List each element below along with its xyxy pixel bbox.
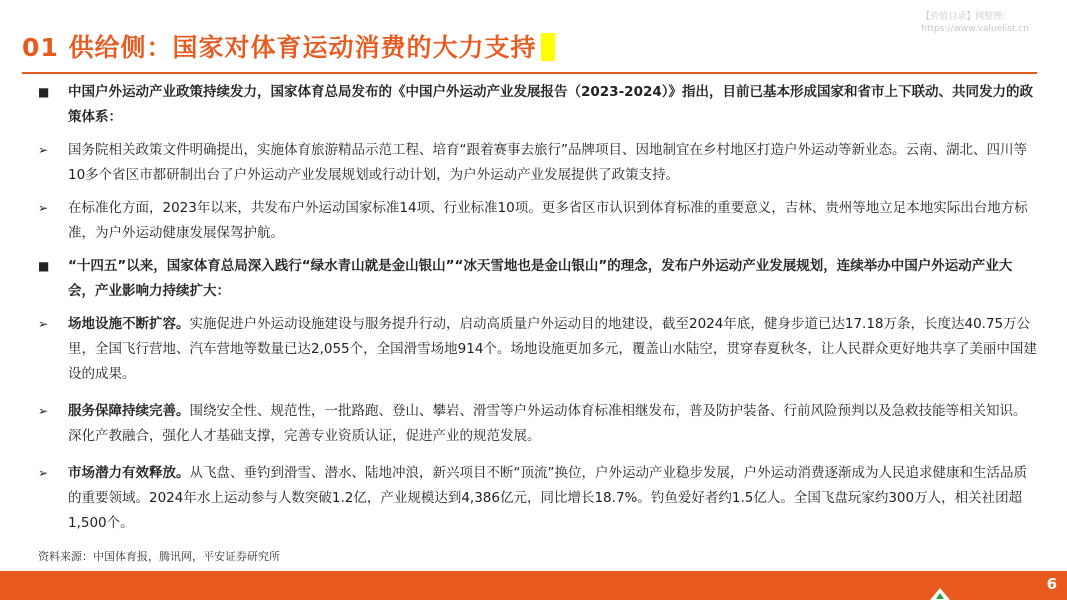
bullet-text: 在标准化方面，2023年以来，共发布户外运动国家标准14项、行业标准10项。更多省区市认识到体育标准的重要意义，吉林、贵州等地立足本地实际出台地方标准，为户外运动健康发展保驾护航。 (68, 200, 1028, 241)
arrow-bullet-icon: ➢ (38, 143, 49, 157)
bullet-text: 从飞盘、垂钓到滑雪、潜水、陆地冲浪，新兴项目不断“顶流”换位，户外运动产业稳步发展，户外运动消费逐渐成为人民追求健康和生活品质的重要领域。2024年水上运动参与人数突破1.2亿，产业规模达到4,386亿元，同比增长18.7%。钓鱼爱好者约1.5亿人。全国飞盘玩家约300万人，相关社团超1,500个。 (68, 465, 1027, 531)
watermark-line-2: https://www.valuelist.cn (921, 24, 1029, 34)
title-highlight-mark (541, 33, 555, 61)
bullet-text: 围绕安全性、规范性，一批路跑、登山、攀岩、滑雪等户外运动体育标准相继发布，普及防护装备、行前风险预判以及急救技能等相关知识。深化产教融合，强化人才基础支撑，完善专业资质认证，促进产业的规范发展。 (68, 403, 1027, 444)
footer-bar (0, 571, 1067, 600)
bullet-standardization (38, 196, 1038, 246)
bullet-market-potential (38, 461, 1038, 536)
bullet-text: 国务院相关政策文件明确提出，实施体育旅游精品示范工程、培育“跟着赛事去旅行”品牌项目、因地制宜在乡村地区打造户外运动等新业态。云南、湖北、四川等10多个省区市都研制出台了户外运动产业发展规划或行动计划，为户外运动产业发展提供了政策支持。 (68, 142, 1027, 183)
bullet-lead: 场地设施不断扩容。 (68, 316, 190, 332)
slide-title (22, 28, 555, 64)
bullet-lead: 服务保障持续完善。 (68, 403, 190, 419)
arrow-bullet-icon: ➢ (38, 404, 49, 418)
slide-title-text: 01 供给侧：国家对体育运动消费的大力支持 (22, 33, 537, 62)
bullet-venue-facilities (38, 312, 1038, 387)
square-bullet-icon: ■ (38, 85, 50, 99)
arrow-bullet-icon: ➢ (38, 201, 49, 215)
bullet-text: “十四五”以来，国家体育总局深入践行“绿水青山就是金山银山”“冰天雪地也是金山银山”的理念，发布户外运动产业发展规划，连续举办中国户外运动产业大会，产业影响力持续扩大： (68, 258, 1013, 299)
bullet-service-guarantee (38, 399, 1038, 449)
arrow-bullet-icon: ➢ (38, 317, 49, 331)
watermark (921, 11, 1029, 35)
title-divider (22, 72, 1037, 74)
bullet-text: 实施促进户外运动设施建设与服务提升行动，启动高质量户外运动目的地建设，截至2024年底，健身步道已达17.18万条，长度达40.75万公里，全国飞行营地、汽车营地等数量已达2,055个，全国滑雪场地914个。场地设施更加多元，覆盖山水陆空，贯穿春夏秋冬，让人民群众更好地共享了美丽中国建设的成果。 (68, 316, 1037, 382)
page-number: 6 (1046, 575, 1057, 593)
logo-icon-inner (936, 593, 944, 599)
bullet-state-council (38, 138, 1038, 188)
arrow-bullet-icon: ➢ (38, 466, 49, 480)
bullet-14th-five-year (38, 254, 1038, 304)
watermark-line-1: 【价值目录】网整理： (921, 12, 1012, 22)
bullet-lead: 市场潜力有效释放。 (68, 465, 190, 481)
bullet-list (38, 80, 1038, 536)
bullet-policy-system (38, 80, 1038, 130)
bullet-text: 中国户外运动产业政策持续发力，国家体育总局发布的《中国户外运动产业发展报告（2023-2024）》指出，目前已基本形成国家和省市上下联动、共同发力的政策体系： (68, 84, 1033, 125)
source-note: 资料来源：中国体育报，腾讯网，平安证券研究所 (38, 550, 280, 563)
square-bullet-icon: ■ (38, 259, 50, 273)
